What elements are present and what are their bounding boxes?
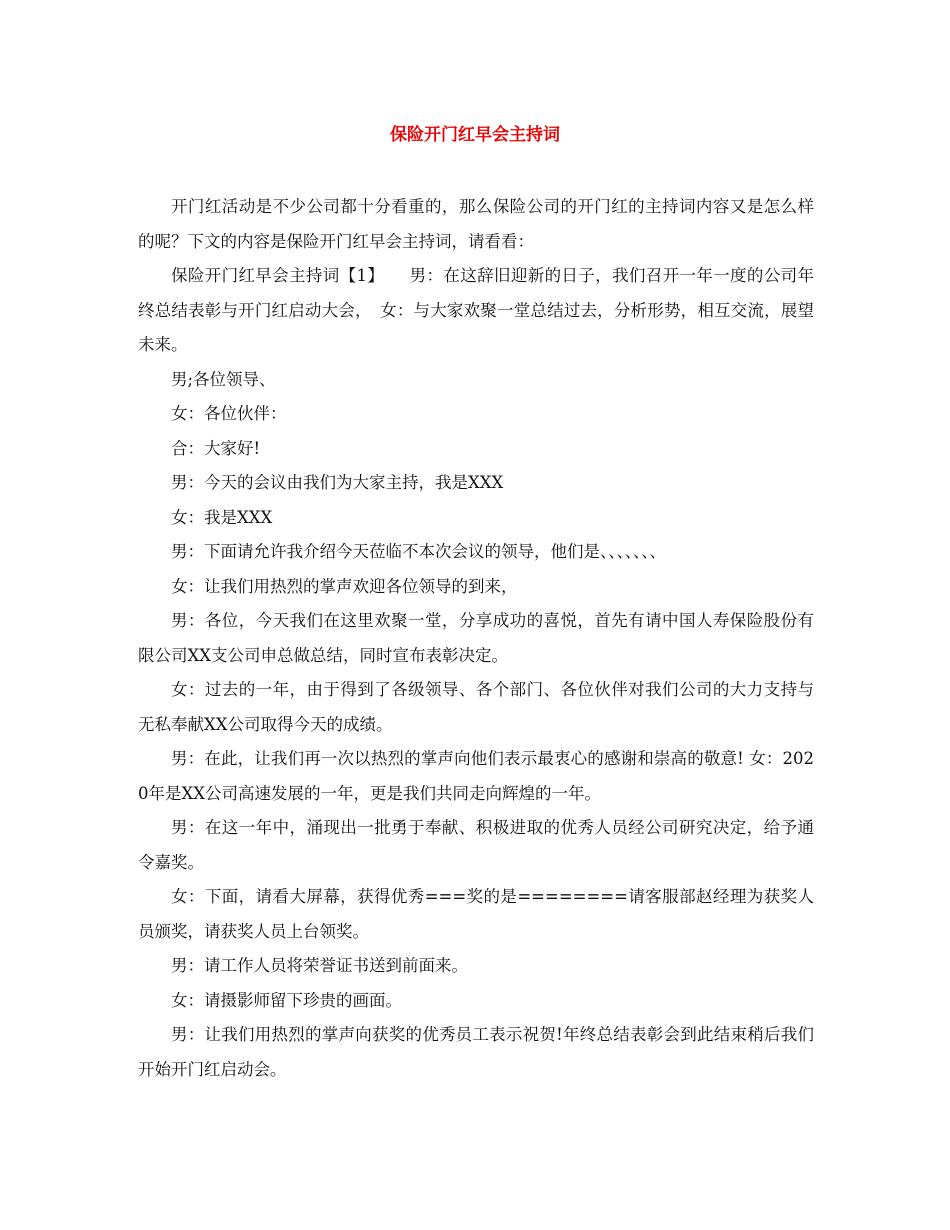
paragraph: 女：下面，请看大屏幕，获得优秀===奖的是========请客服部赵经理为获奖人员颁奖，请获奖人员上台领奖。 <box>138 887 814 941</box>
paragraph: 保险开门红早会主持词【1】 男：在这辞旧迎新的日子，我们召开一年一度的公司年终总结表彰与开门红启动大会， 女：与大家欢聚一堂总结过去，分析形势，相互交流，展望未来。 <box>138 266 814 354</box>
paragraph: 男;各位领导、 <box>171 369 276 389</box>
paragraph: 女：让我们用热烈的掌声欢迎各位领导的到来， <box>171 576 518 596</box>
paragraph: 男：在此，让我们再一次以热烈的掌声向他们表示最衷心的感谢和崇高的敬意! 女：2020年是XX公司高速发展的一年，更是我们共同走向辉煌的一年。 <box>138 749 814 803</box>
paragraph: 女：请摄影师留下珍贵的画面。 <box>171 990 402 1010</box>
paragraph: 男：各位，今天我们在这里欢聚一堂，分享成功的喜悦，首先有请中国人寿保险股份有限公司XX支公司申总做总结，同时宣布表彰决定。 <box>138 611 814 665</box>
paragraph: 女：过去的一年，由于得到了各级领导、各个部门、各位伙伴对我们公司的大力支持与无私奉献XX公司取得今天的成绩。 <box>138 680 814 734</box>
paragraph: 女：各位伙伴： <box>171 404 287 423</box>
paragraph: 男：在这一年中，涌现出一批勇于奉献、积极进取的优秀人员经公司研究决定，给予通令嘉奖。 <box>138 818 814 872</box>
document-title: 保险开门红早会主持词 <box>390 125 560 145</box>
paragraph: 女：我是XXX <box>171 507 273 527</box>
paragraph: 开门红活动是不少公司都十分看重的，那么保险公司的开门红的主持词内容又是怎么样的呢？下文的内容是保险开门红早会主持词，请看看： <box>138 197 814 251</box>
paragraph: 合：大家好! <box>171 438 261 458</box>
paragraph: 男：下面请允许我介绍今天莅临不本次会议的领导，他们是、、、、、、、 <box>171 542 666 561</box>
paragraph: 男：让我们用热烈的掌声向获奖的优秀员工表示祝贺!年终总结表彰会到此结束稍后我们开始开门红启动会。 <box>138 1025 814 1079</box>
document-body <box>138 190 814 1087</box>
paragraph: 男：今天的会议由我们为大家主持，我是XXX <box>171 473 504 492</box>
paragraph: 男：请工作人员将荣誉证书送到前面来。 <box>171 956 468 975</box>
